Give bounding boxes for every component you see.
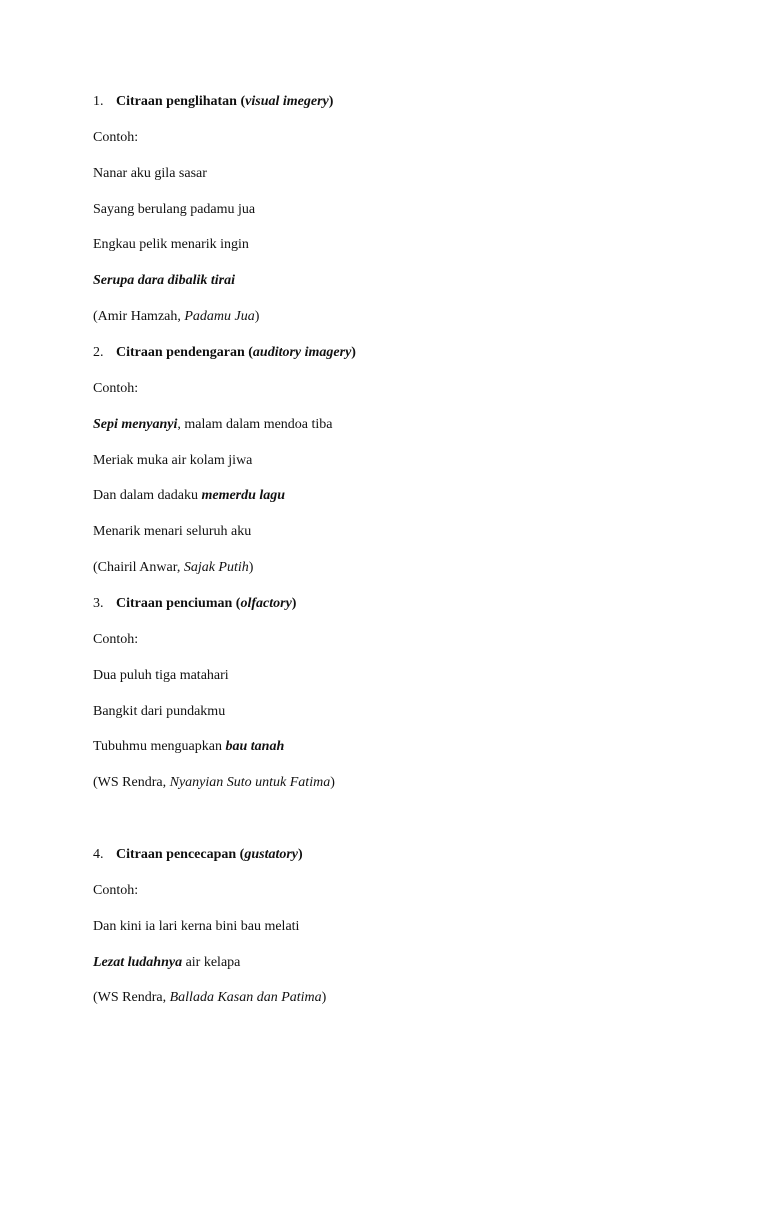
example-label: Contoh: [93,381,139,396]
poem-emphasis: bau tanah [225,739,285,754]
example-label: Contoh: [93,883,139,898]
section-title: Citraan pendengaran [116,345,245,360]
poem-text: , malam dalam mendoa tiba [177,417,333,432]
poem-line [93,487,285,505]
section-title: Citraan penciuman [116,596,233,611]
poem-line: Menarik menari seluruh aku [93,524,252,539]
section-term: gustatory [244,847,299,862]
section-title: Citraan pencecapan [116,847,237,862]
poem-line: Engkau pelik menarik ingin [93,237,249,252]
section-number: 4. [93,847,104,862]
poem-line: Meriak muka air kolam jiwa [93,453,253,468]
poem-text: Dan dalam dadaku [93,488,202,503]
source-author: WS Rendra [97,990,163,1005]
section-heading: 1. Citraan penglihatan (visual imegery) [93,94,334,109]
poem-emphasis: memerdu lagu [201,488,286,503]
poem-text: Tubuhmu menguapkan [93,739,226,754]
poem-line-emphasis: Serupa dara dibalik tirai [93,273,235,288]
section-term: olfactory [240,596,292,611]
section-number: 1. [93,94,104,109]
poem-text: air kelapa [182,955,241,970]
source-work: Nyanyian Suto untuk Fatima [169,775,331,790]
section-heading: 4. Citraan pencecapan (gustatory) [93,847,303,862]
poem-emphasis: Sepi menyanyi [93,417,178,432]
source-author: Chairil Anwar [97,560,177,575]
poem-line: Bangkit dari pundakmu [93,704,226,719]
poem-emphasis: Lezat ludahnya [93,955,183,970]
poem-line: Dan kini ia lari kerna bini bau melati [93,919,300,934]
section-title: Citraan penglihatan [116,94,237,109]
source-work: Padamu Jua [184,309,255,324]
source-work: Sajak Putih [183,560,249,575]
poem-line [93,954,240,972]
source-work: Ballada Kasan dan Patima [169,990,322,1005]
section-heading: 3. Citraan penciuman (olfactory) [93,596,297,611]
example-label: Contoh: [93,130,139,145]
source-author: WS Rendra [97,775,163,790]
poem-line: Nanar aku gila sasar [93,166,207,181]
section-heading: 2. Citraan pendengaran (auditory imagery) [93,345,356,360]
source-author: Amir Hamzah [97,309,178,324]
source-citation: (Amir Hamzah, Padamu Jua) [93,309,260,324]
section-term: visual imegery [245,94,329,109]
section-term: auditory imagery [252,345,352,360]
poem-line [93,738,284,756]
poem-line: Sayang berulang padamu jua [93,202,256,217]
section-number: 2. [93,345,104,360]
source-citation: (Chairil Anwar, Sajak Putih) [93,560,254,575]
example-label: Contoh: [93,632,139,647]
source-citation: (WS Rendra, Ballada Kasan dan Patima) [93,990,327,1005]
poem-line: Dua puluh tiga matahari [93,668,229,683]
section-number: 3. [93,596,104,611]
poem-line [93,416,333,434]
source-citation: (WS Rendra, Nyanyian Suto untuk Fatima) [93,775,335,790]
